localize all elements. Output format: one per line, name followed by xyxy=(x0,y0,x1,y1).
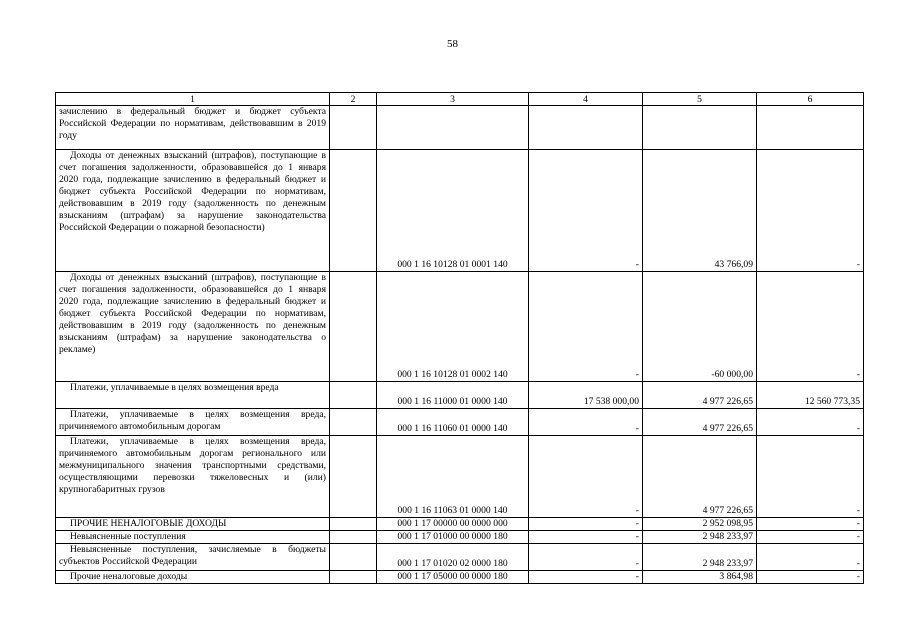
row-col4: - xyxy=(529,544,643,571)
table-row xyxy=(56,518,864,531)
revenue-table xyxy=(55,92,864,584)
row-col6: 12 560 773,35 xyxy=(757,382,864,409)
page-number: 58 xyxy=(447,38,458,50)
row-col6 xyxy=(757,106,864,150)
row-col5: 4 977 226,65 xyxy=(643,409,757,436)
row-col2 xyxy=(330,544,377,571)
table-row xyxy=(56,106,864,150)
row-col5: 2 952 098,95 xyxy=(643,518,757,531)
row-code: 000 1 16 11000 01 0000 140 xyxy=(377,382,529,409)
row-col6: - xyxy=(757,436,864,518)
row-col6: - xyxy=(757,272,864,382)
row-col2 xyxy=(330,518,377,531)
row-col2 xyxy=(330,571,377,584)
table-row xyxy=(56,272,864,382)
row-description: Невыясненные поступления, зачисляемые в бюджеты субъектов Российской Федерации xyxy=(56,544,330,571)
row-col4 xyxy=(529,106,643,150)
row-col2 xyxy=(330,531,377,544)
row-col2 xyxy=(330,272,377,382)
row-code: 000 1 16 11063 01 0000 140 xyxy=(377,436,529,518)
row-col2 xyxy=(330,382,377,409)
table-row xyxy=(56,531,864,544)
row-col2 xyxy=(330,436,377,518)
row-code: 000 1 16 10128 01 0002 140 xyxy=(377,272,529,382)
row-col5: -60 000,00 xyxy=(643,272,757,382)
row-code: 000 1 16 11060 01 0000 140 xyxy=(377,409,529,436)
row-col5: 43 766,09 xyxy=(643,150,757,272)
row-code: 000 1 17 00000 00 0000 000 xyxy=(377,518,529,531)
column-header: 4 xyxy=(529,93,643,106)
row-col4: - xyxy=(529,409,643,436)
table-header-row xyxy=(56,93,864,106)
column-header: 1 xyxy=(56,93,330,106)
column-header: 5 xyxy=(643,93,757,106)
row-col4: - xyxy=(529,571,643,584)
row-col4: - xyxy=(529,531,643,544)
row-col6: - xyxy=(757,544,864,571)
row-col6: - xyxy=(757,518,864,531)
row-col4: 17 538 000,00 xyxy=(529,382,643,409)
row-col6: - xyxy=(757,409,864,436)
row-col4: - xyxy=(529,436,643,518)
row-col5 xyxy=(643,106,757,150)
table-row xyxy=(56,436,864,518)
table-row xyxy=(56,571,864,584)
row-col6: - xyxy=(757,571,864,584)
row-col6: - xyxy=(757,150,864,272)
column-header: 6 xyxy=(757,93,864,106)
row-col5: 4 977 226,65 xyxy=(643,436,757,518)
row-description: Невыясненные поступления xyxy=(56,531,330,544)
row-description: зачислению в федеральный бюджет и бюджет субъекта Российской Федерации по нормативам, действовавшим в 2019 году xyxy=(56,106,330,150)
table-row xyxy=(56,409,864,436)
row-col2 xyxy=(330,106,377,150)
row-col6: - xyxy=(757,531,864,544)
row-description: Платежи, уплачиваемые в целях возмещения вреда, причиняемого автомобильным дорогам xyxy=(56,409,330,436)
row-col5: 4 977 226,65 xyxy=(643,382,757,409)
row-description: ПРОЧИЕ НЕНАЛОГОВЫЕ ДОХОДЫ xyxy=(56,518,330,531)
row-description: Платежи, уплачиваемые в целях возмещения вреда xyxy=(56,382,330,409)
row-code: 000 1 17 01020 02 0000 180 xyxy=(377,544,529,571)
column-header: 2 xyxy=(330,93,377,106)
row-description: Доходы от денежных взысканий (штрафов), поступающие в счет погашения задолженности, образовавшейся до 1 января 2020 года, подлежащие зачислению в федеральный бюджет и бюджет субъекта Российской Федерации по нормативам, действовавшим в 2019 году (задолженность по денежным взысканиям (штрафам) за нарушение законодательства о рекламе) xyxy=(56,272,330,382)
row-col4: - xyxy=(529,518,643,531)
row-description: Платежи, уплачиваемые в целях возмещения вреда, причиняемого автомобильным дорогам регионального или межмуниципального значения транспортными средствами, осуществляющими перевозки тяжеловесных и (или) крупногабаритных грузов xyxy=(56,436,330,518)
row-code xyxy=(377,106,529,150)
row-col2 xyxy=(330,150,377,272)
row-col2 xyxy=(330,409,377,436)
row-description: Доходы от денежных взысканий (штрафов), поступающие в счет погашения задолженности, образовавшейся до 1 января 2020 года, подлежащие зачислению в федеральный бюджет и бюджет субъекта Российской Федерации по нормативам, действовавшим в 2019 году (задолженность по денежным взысканиям (штрафам) за нарушение законодательства Российской Федерации о пожарной безопасности) xyxy=(56,150,330,272)
row-code: 000 1 16 10128 01 0001 140 xyxy=(377,150,529,272)
table-row xyxy=(56,150,864,272)
column-header: 3 xyxy=(377,93,529,106)
row-col5: 3 864,98 xyxy=(643,571,757,584)
table-row xyxy=(56,382,864,409)
row-col5: 2 948 233,97 xyxy=(643,544,757,571)
table-row xyxy=(56,544,864,571)
row-col4: - xyxy=(529,150,643,272)
row-code: 000 1 17 01000 00 0000 180 xyxy=(377,531,529,544)
row-description: Прочие неналоговые доходы xyxy=(56,571,330,584)
row-col4: - xyxy=(529,272,643,382)
row-code: 000 1 17 05000 00 0000 180 xyxy=(377,571,529,584)
row-col5: 2 948 233,97 xyxy=(643,531,757,544)
